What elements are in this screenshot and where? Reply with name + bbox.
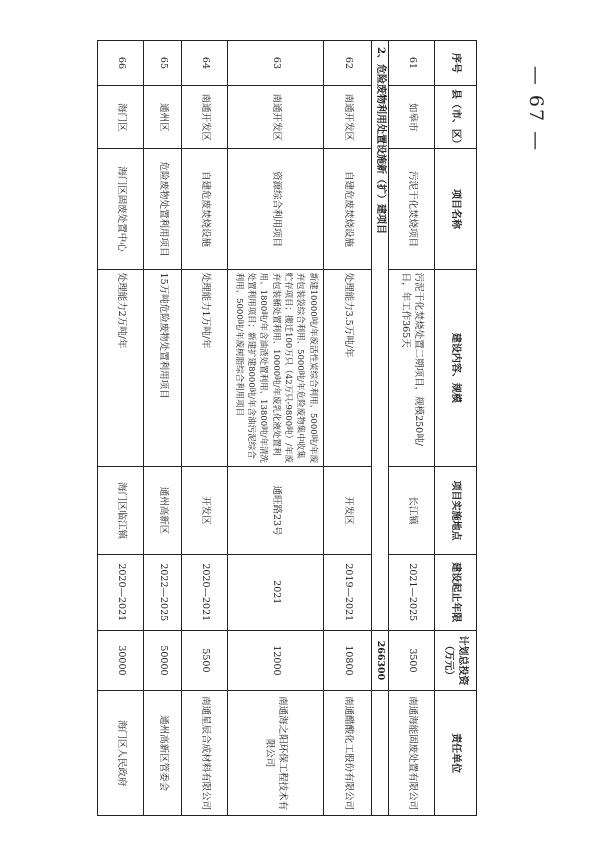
- cell-county: 南通开发区: [228, 85, 324, 149]
- cell-investment: 30000: [98, 630, 144, 690]
- cell-content: 15万吨危险废物处置利用项目: [144, 269, 182, 467]
- rotated-table-wrapper: [98, 40, 477, 816]
- cell-unit: 南通海之阳环保工程技术有限公司: [228, 691, 324, 816]
- cell-county: 南通开发区: [182, 85, 228, 149]
- cell-years: 2022—2025: [144, 554, 182, 630]
- cell-investment: 50000: [144, 630, 182, 690]
- cell-content: 处理能力2万吨/年: [98, 269, 144, 467]
- cell-location: 长江镇: [389, 467, 435, 555]
- table-row: [182, 41, 228, 816]
- section-total: 266300: [372, 630, 389, 690]
- cell-content: 处理能力1万吨/年: [182, 269, 228, 467]
- header-location: 项目实施地点: [435, 467, 477, 555]
- cell-seq: 63: [228, 41, 324, 86]
- cell-seq: 61: [389, 41, 435, 86]
- cell-years: 2020—2021: [182, 554, 228, 630]
- cell-unit: 南通海能固废处置有限公司: [389, 691, 435, 816]
- cell-name: 自建危废焚烧设施: [182, 149, 228, 269]
- table-row: [389, 41, 435, 816]
- header-row: [435, 41, 477, 816]
- section-title: 2、危险废物利用处置设施新（扩）建项目: [372, 41, 389, 631]
- cell-years: 2020—2021: [98, 554, 144, 630]
- header-county: 县（市、区）: [435, 85, 477, 149]
- cell-county: 南通开发区: [324, 85, 372, 149]
- cell-name: 自建危废焚烧设施: [324, 149, 372, 269]
- cell-location: 通旺路23号: [228, 467, 324, 555]
- cell-name: 污泥干化焚烧项目: [389, 149, 435, 269]
- cell-content: 污泥干化焚烧处置二期项目，规模250吨/日，年工作365天: [389, 269, 435, 467]
- cell-county: 如皋市: [389, 85, 435, 149]
- page-number-text: — 67 —: [525, 65, 547, 153]
- header-years: 建设起止年限: [435, 554, 477, 630]
- cell-years: 2021—2025: [389, 554, 435, 630]
- cell-years: 2019—2021: [324, 554, 372, 630]
- cell-location: 开发区: [324, 467, 372, 555]
- header-unit: 责任单位: [435, 691, 477, 816]
- cell-seq: 64: [182, 41, 228, 86]
- cell-seq: 62: [324, 41, 372, 86]
- project-table-frame: [88, 40, 477, 816]
- cell-name: 危险废物处置利用项目: [144, 149, 182, 269]
- cell-unit: 南通醋酸化工股份有限公司: [324, 691, 372, 816]
- page-number: [508, 44, 564, 174]
- table-row: [324, 41, 372, 816]
- cell-content: 处理能力3.5万吨/年: [324, 269, 372, 467]
- cell-unit: 通州高新区管委会: [144, 691, 182, 816]
- cell-location: 海门区临江镇: [98, 467, 144, 555]
- table-row: [144, 41, 182, 816]
- header-content: 建设内容、规模: [435, 269, 477, 467]
- cell-name: 资源综合利用项目: [228, 149, 324, 269]
- cell-unit: 海门区人民政府: [98, 691, 144, 816]
- section-empty-cell: [372, 691, 389, 816]
- cell-county: 通州区: [144, 85, 182, 149]
- header-name: 项目名称: [435, 149, 477, 269]
- cell-seq: 66: [98, 41, 144, 86]
- cell-investment: 3500: [389, 630, 435, 690]
- cell-content: 新建10000吨/年废活性炭综合利用、5000吨/年废弃包装袋综合利用、5000吨/年危险废物集中收集贮存项目；搬迁100万只（42万只-9800吨）/年废弃包装桶处置利用、10000吨/年废乳化液处置利用、1800吨/年含油渣处置利用、13800吨/年清洗处置利用项目；新建扩建8000吨/年含油污泥综合利用、5000吨/年废树脂综合利用项目: [228, 269, 324, 467]
- cell-county: 海门区: [98, 85, 144, 149]
- section-row: [372, 41, 389, 816]
- cell-years: 2021: [228, 554, 324, 630]
- cell-location: 通州高新区: [144, 467, 182, 555]
- header-investment: 计划总投资（万元）: [435, 630, 477, 690]
- table-row: [98, 41, 144, 816]
- cell-investment: 12000: [228, 630, 324, 690]
- cell-unit: 南通星辰合成材料有限公司: [182, 691, 228, 816]
- cell-investment: 5500: [182, 630, 228, 690]
- cell-seq: 65: [144, 41, 182, 86]
- table-row: [228, 41, 324, 816]
- project-table: [97, 40, 477, 816]
- cell-location: 开发区: [182, 467, 228, 555]
- cell-name: 海门区固废处置中心: [98, 149, 144, 269]
- header-seq: 序号: [435, 41, 477, 86]
- cell-investment: 10800: [324, 630, 372, 690]
